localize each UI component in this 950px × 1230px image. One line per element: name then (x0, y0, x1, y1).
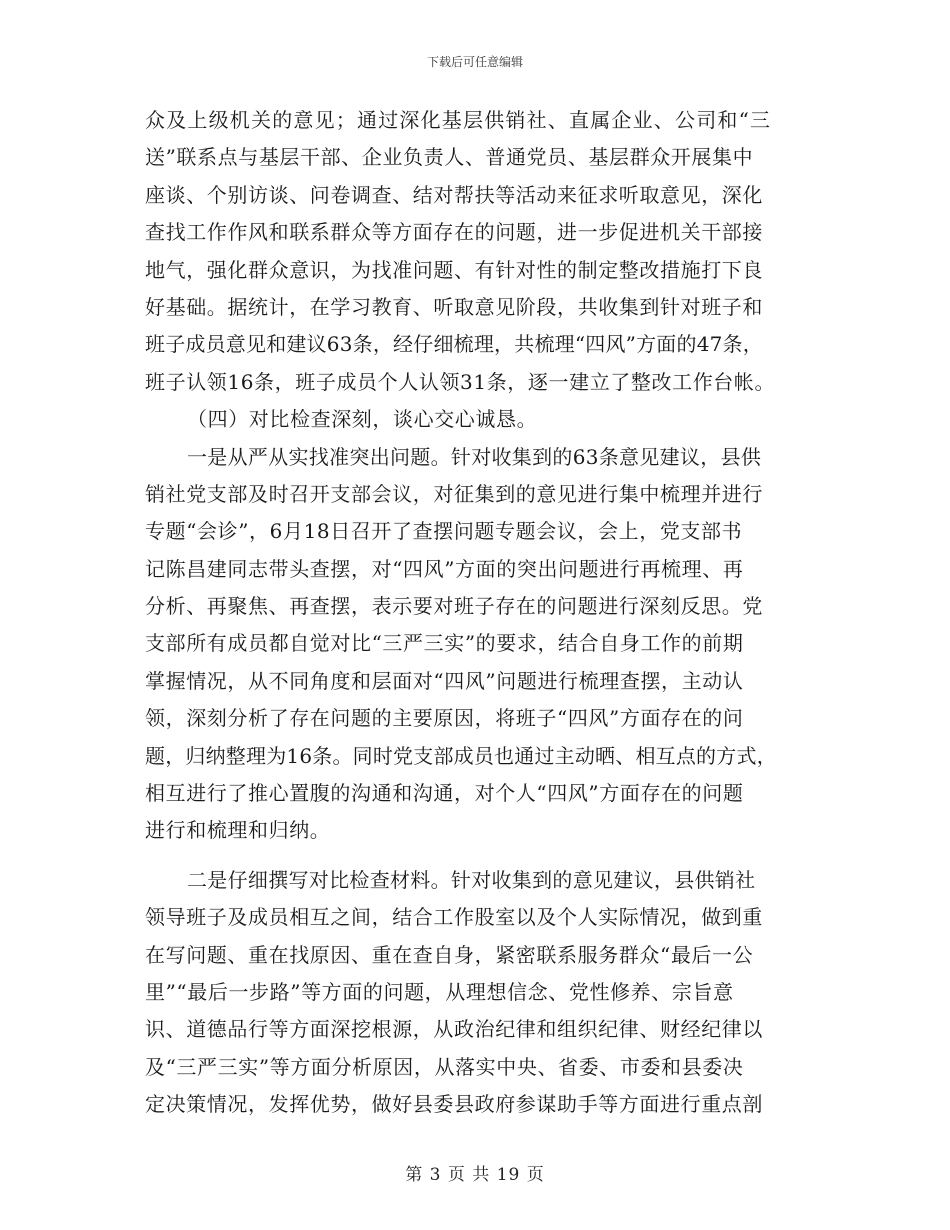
page-footer: 第 3 页 共 19 页 (405, 1165, 545, 1185)
paragraph-2 (145, 439, 820, 850)
text-line: 及“三严三实”等方面分析原因，从落实中央、省委、市委和县委决 (145, 1054, 744, 1079)
section-heading: （四）对比检查深刻，谈心交心诚恳。 (187, 407, 538, 432)
text-line: 班子成员意见和建议63条，经仔细梳理，共梳理“四风”方面的47条， (145, 332, 763, 357)
text-line: 班子认领16条，班子成员个人认领31条，逐一建立了整改工作台帐。 (145, 369, 776, 394)
document-body (145, 102, 820, 1124)
text-line: 众及上级机关的意见；通过深化基层供销社、直属企业、公司和“三 (145, 108, 772, 132)
text-line: 里”“最后一步路”等方面的问题，从理想信念、党性修养、宗旨意 (145, 979, 734, 1004)
text-line: 识、道德品行等方面深挖根源，从政治纪律和组织纪律、财经纪律以 (145, 1017, 763, 1042)
text-line: 题，归纳整理为16条。同时党支部成员也通过主动晒、相互点的方式， (145, 743, 777, 768)
text-line: 查找工作作风和联系群众等方面存在的问题，进一步促进机关干部接 (145, 220, 763, 245)
paragraph-1 (145, 102, 820, 401)
text-line: 地气，强化群众意识，为找准问题、有针对性的制定整改措施打下良 (145, 257, 763, 282)
text-line: 二是仔细撰写对比检查材料。针对收集到的意见建议，县供销社 (187, 867, 756, 892)
page-header: 下载后可任意编辑 (426, 55, 523, 69)
text-line: 支部所有成员都自觉对比“三严三实”的要求，结合自身工作的前期 (145, 631, 744, 656)
text-line: 一是从严从实找准突出问题。针对收集到的63条意见建议，县供 (187, 444, 762, 469)
text-line: 在写问题、重在找原因、重在查自身，紧密联系服务群众“最后一公 (145, 942, 754, 967)
text-line: 座谈、个别访谈、问卷调查、结对帮扶等活动来征求听取意见，深化 (145, 182, 763, 207)
text-line: 定决策情况，发挥优势，做好县委县政府参谋助手等方面进行重点剖 (145, 1092, 763, 1117)
text-line: 领，深刻分析了存在问题的主要原因，将班子“四风”方面存在的问 (145, 706, 744, 731)
paragraph-spacer (145, 850, 820, 862)
text-line: 专题“会诊”，6月18日召开了查摆问题专题会议，会上，党支部书 (145, 519, 743, 544)
text-line: 销社党支部及时召开支部会议，对征集到的意见进行集中梳理并进行 (145, 481, 763, 506)
text-line: 分析、再聚焦、再查摆，表示要对班子存在的问题进行深刻反思。党 (145, 594, 763, 619)
text-line: 领导班子及成员相互之间，结合工作股室以及个人实际情况，做到重 (145, 905, 763, 930)
text-line: 好基础。据统计，在学习教育、听取意见阶段，共收集到针对班子和 (145, 294, 763, 319)
text-line: 进行和梳理和归纳。 (145, 818, 331, 843)
paragraph-3 (145, 862, 820, 1124)
text-line: 相互进行了推心置腹的沟通和沟通，对个人“四风”方面存在的问题 (145, 781, 744, 806)
text-line: 记陈昌建同志带头查摆，对“四风”方面的突出问题进行再梳理、再 (145, 556, 744, 581)
text-line: 送”联系点与基层干部、企业负责人、普通党员、基层群众开展集中 (145, 145, 754, 170)
text-line: 掌握情况，从不同角度和层面对“四风”问题进行梳理查摆，主动认 (145, 668, 744, 693)
